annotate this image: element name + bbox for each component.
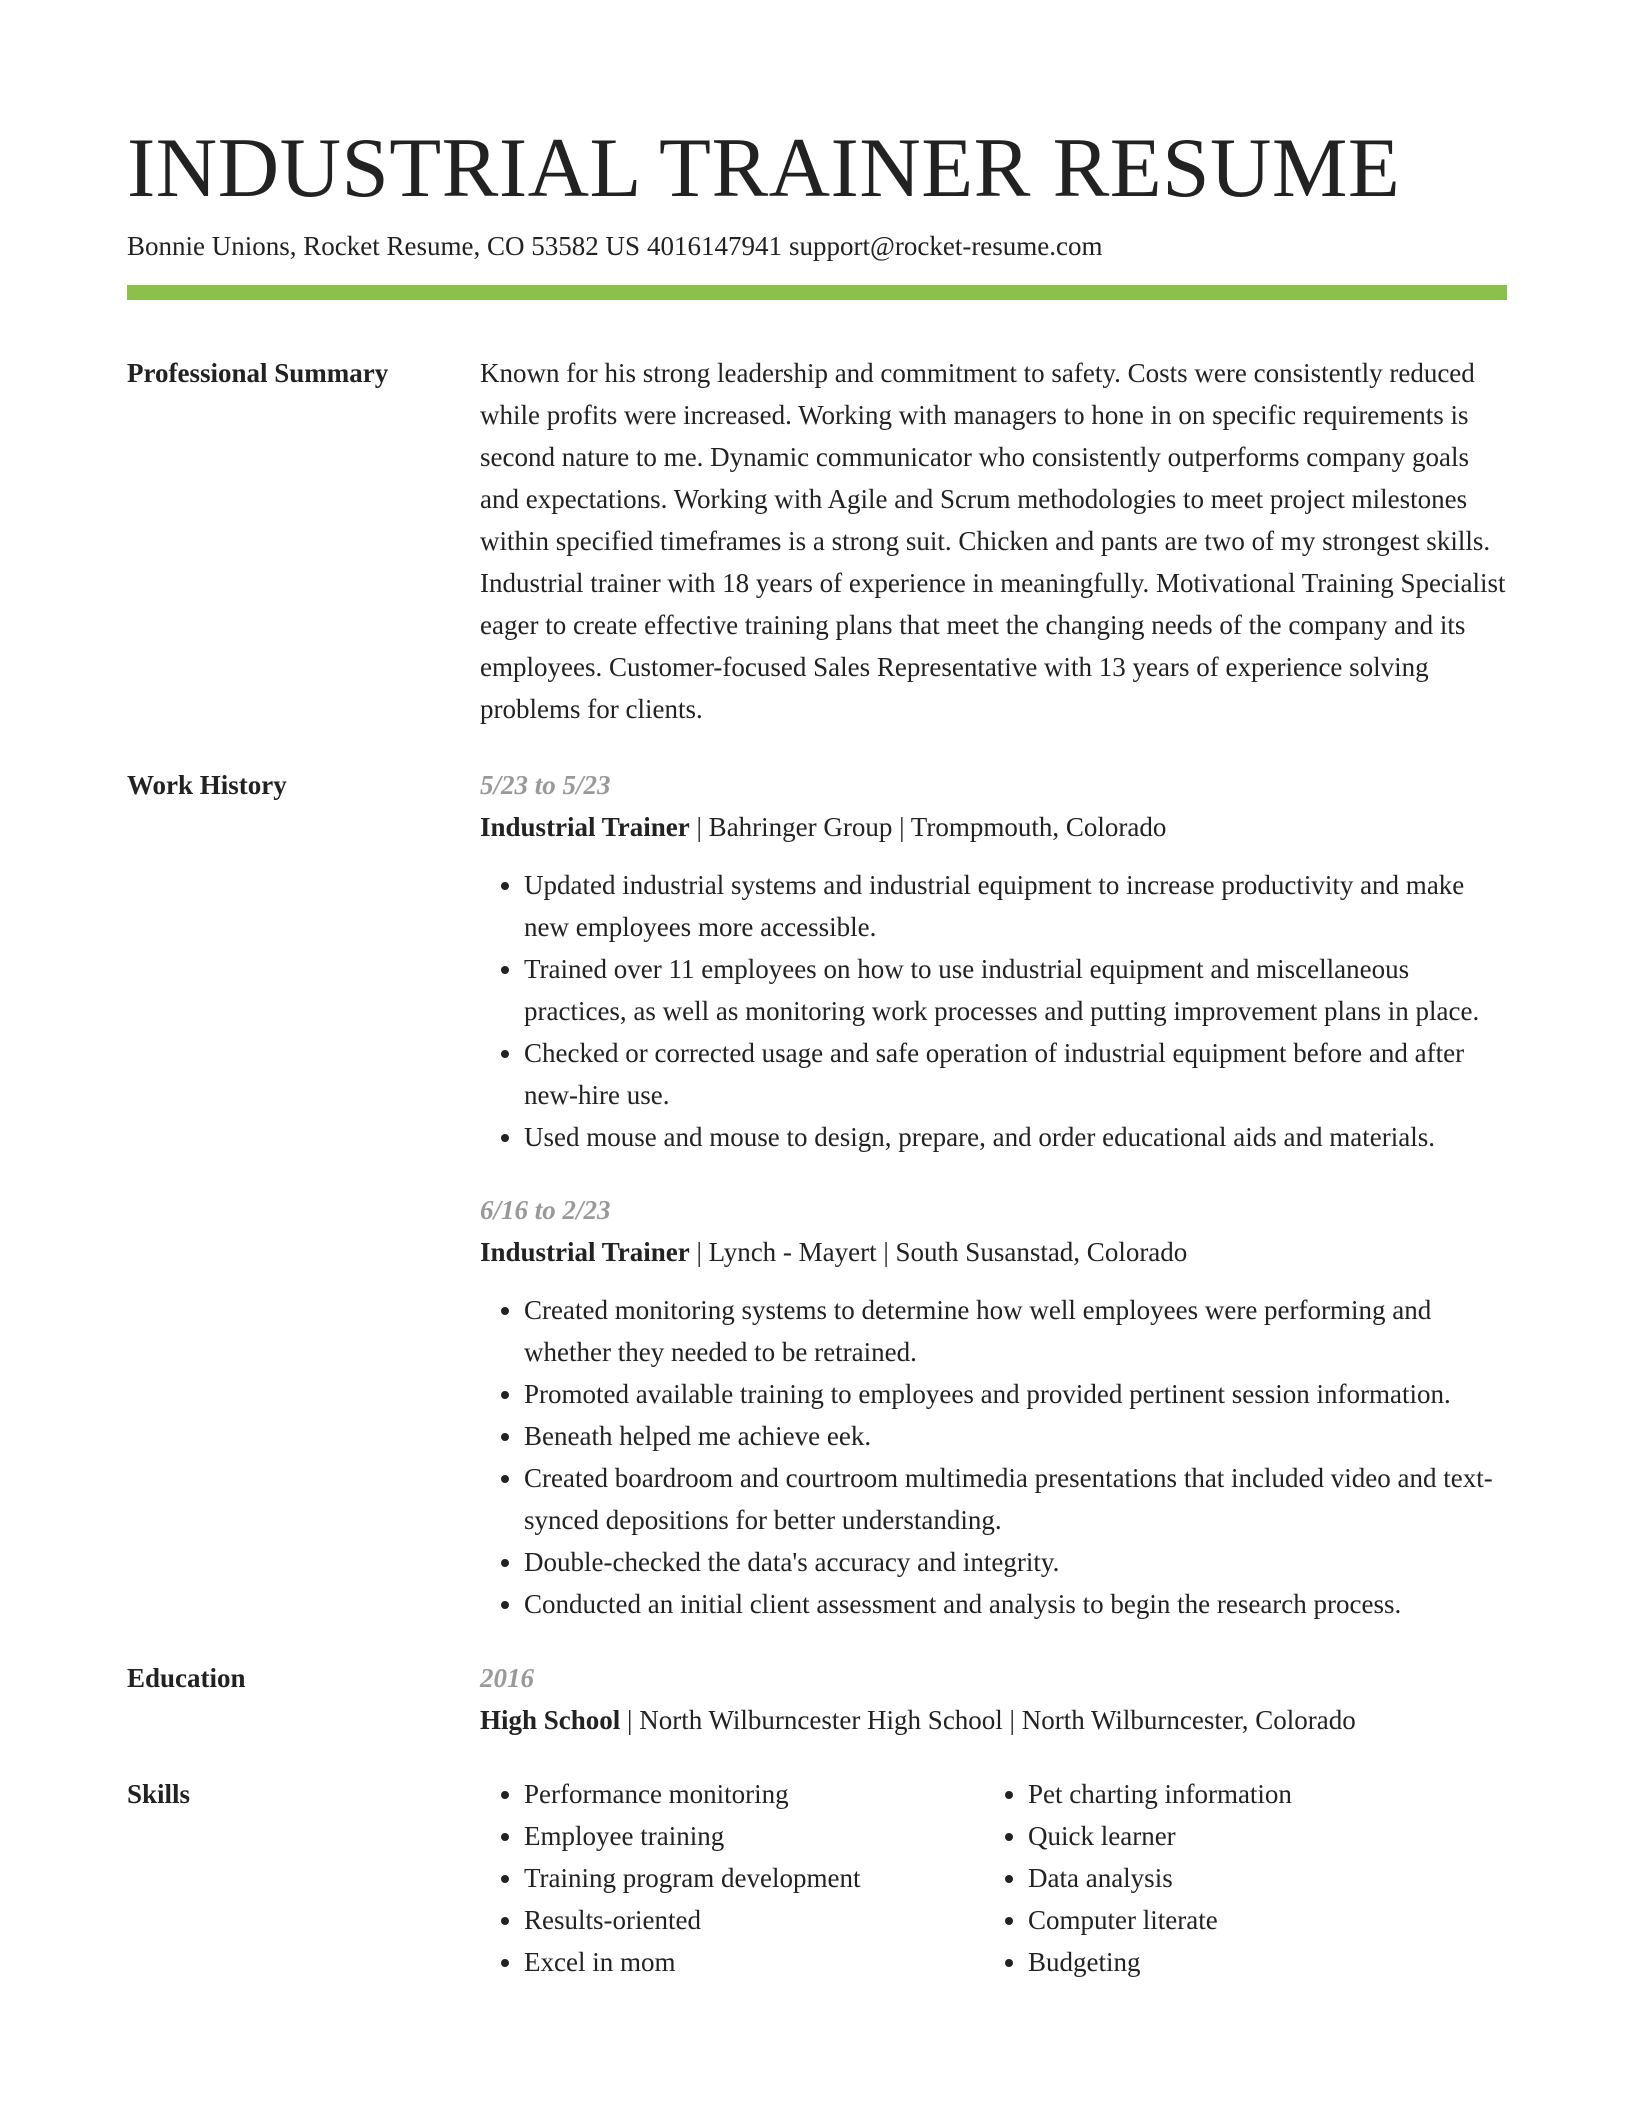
- education-degree: High School: [480, 1705, 621, 1735]
- contact-email: support@rocket-resume.com: [789, 231, 1103, 261]
- skills-columns: [480, 1773, 1507, 1983]
- skill-item: • Pet charting information: [1028, 1773, 1488, 1815]
- summary-section: [127, 352, 1507, 730]
- job-entry: [480, 1189, 1507, 1625]
- contact-line: [127, 228, 1507, 264]
- job-bullets: [480, 864, 1507, 1158]
- list-item: • Beneath helped me achieve eek.: [524, 1415, 1507, 1457]
- job-entry: [480, 764, 1507, 1158]
- work-history-list: [480, 764, 1507, 1625]
- skill-item: • Training program development: [524, 1857, 984, 1899]
- list-item: • Checked or corrected usage and safe operation of industrial equipment before and after new-hire use.: [524, 1032, 1507, 1116]
- list-item: • Created boardroom and courtroom multimedia presentations that included video and text-synced depositions for better understanding.: [524, 1457, 1507, 1541]
- contact-address: Bonnie Unions, Rocket Resume, CO 53582 US: [127, 231, 640, 261]
- job-heading: [480, 1231, 1507, 1273]
- education-entry: [480, 1657, 1507, 1741]
- list-item: • Used mouse and mouse to design, prepare, and order educational aids and materials.: [524, 1116, 1507, 1158]
- list-item: • Double-checked the data's accuracy and integrity.: [524, 1541, 1507, 1583]
- job-dates: 5/23 to 5/23: [480, 770, 611, 800]
- job-details: | Bahringer Group | Trompmouth, Colorado: [689, 812, 1167, 842]
- skill-item: • Excel in mom: [524, 1941, 984, 1983]
- job-bullets: [480, 1289, 1507, 1625]
- job-details: | Lynch - Mayert | South Susanstad, Colorado: [689, 1237, 1188, 1267]
- resume-title: INDUSTRIAL TRAINER RESUME: [127, 121, 1401, 215]
- job-role: Industrial Trainer: [480, 1237, 690, 1267]
- job-dates: 6/16 to 2/23: [480, 1195, 611, 1225]
- section-title-work: Work History: [127, 770, 287, 800]
- skill-item: • Performance monitoring: [524, 1773, 984, 1815]
- list-item: • Created monitoring systems to determine how well employees were performing and whether they needed to be retrained.: [524, 1289, 1507, 1373]
- list-item: • Updated industrial systems and industrial equipment to increase productivity and make new employees more accessible.: [524, 864, 1507, 948]
- skill-item: • Data analysis: [1028, 1857, 1488, 1899]
- section-title-education: Education: [127, 1663, 246, 1693]
- skill-item: • Budgeting: [1028, 1941, 1488, 1983]
- skill-item: • Results-oriented: [524, 1899, 984, 1941]
- education-details: | North Wilburncester High School | North Wilburncester, Colorado: [620, 1705, 1356, 1735]
- section-title-summary: Professional Summary: [127, 358, 389, 388]
- list-item: • Trained over 11 employees on how to use industrial equipment and miscellaneous practices, as well as monitoring work processes and putting improvement plans in place.: [524, 948, 1507, 1032]
- job-role: Industrial Trainer: [480, 812, 690, 842]
- skill-item: • Employee training: [524, 1815, 984, 1857]
- skills-list-right: [984, 1773, 1488, 1983]
- skills-list-left: [480, 1773, 984, 1983]
- skills-section: [127, 1773, 1507, 1983]
- section-title-skills: Skills: [127, 1779, 191, 1809]
- skill-item: • Quick learner: [1028, 1815, 1488, 1857]
- resume-page: [127, 118, 1507, 1983]
- skill-item: • Computer literate: [1028, 1899, 1488, 1941]
- contact-phone: 4016147941: [647, 231, 782, 261]
- list-item: • Conducted an initial client assessment and analysis to begin the research process.: [524, 1583, 1507, 1625]
- education-heading: [480, 1699, 1507, 1741]
- list-item: • Promoted available training to employees and provided pertinent session information.: [524, 1373, 1507, 1415]
- job-heading: [480, 806, 1507, 848]
- education-section: [127, 1657, 1507, 1741]
- education-dates: 2016: [480, 1663, 534, 1693]
- summary-text: Known for his strong leadership and commitment to safety. Costs were consistently reduced while profits were increased. Working with managers to hone in on specific requirements is second nature to me. Dynamic communicator who consistently outperforms company goals and expectations. Working with Agile and Scrum methodologies to meet project milestones within specified timeframes is a strong suit. Chicken and pants are two of my strongest skills. Industrial trainer with 18 years of experience in meaningfully. Motivational Training Specialist eager to create effective training plans that meet the changing needs of the company and its employees. Customer-focused Sales Representative with 13 years of experience solving problems for clients.: [480, 358, 1506, 724]
- accent-divider: [127, 285, 1507, 300]
- work-history-section: [127, 764, 1507, 1625]
